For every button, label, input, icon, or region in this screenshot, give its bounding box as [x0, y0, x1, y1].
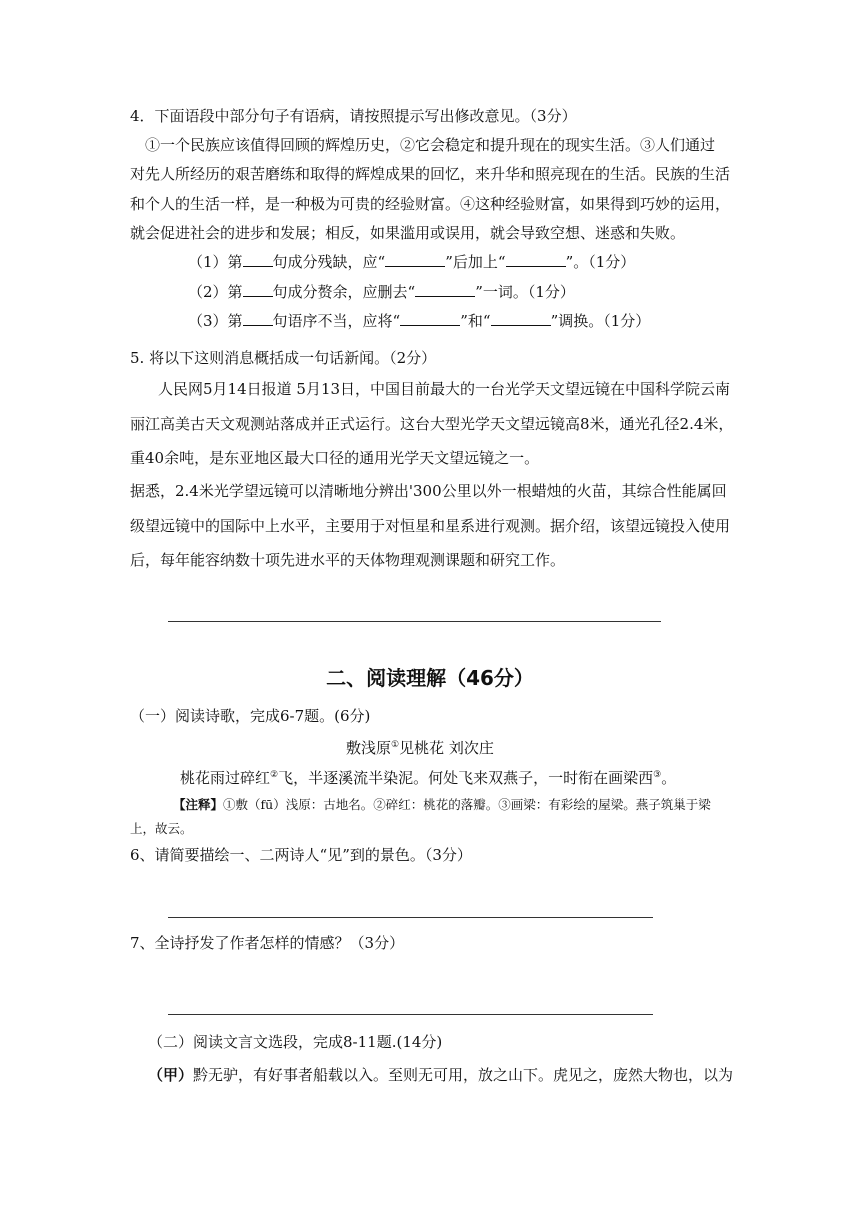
q4-s1-text: ”后加上“ — [445, 253, 506, 271]
poem-title-author: 见桃花 刘次庄 — [399, 739, 494, 757]
poem-title — [346, 735, 494, 758]
classical-intro: （二）阅读文言文选段，完成8-11题.(14分) — [148, 1033, 443, 1051]
q4-paragraph-line: ①一个民族应该值得回顾的辉煌历史，②它会稳定和提升现在的现实生活。③人们通过 — [145, 136, 716, 154]
poem-note-line — [173, 795, 711, 815]
poem-title-text: 敷浅原 — [346, 739, 392, 757]
q4-s3-text: ”和“ — [460, 312, 491, 330]
q6-stem: 6、请简要描绘一、二两诗人“见”到的景色。（3分） — [130, 846, 472, 864]
passage-label: （甲） — [148, 1066, 194, 1084]
footnote-mark: ② — [270, 770, 279, 780]
q7-stem: 7、全诗抒发了作者怎样的情感？（3分） — [130, 934, 405, 952]
answer-line[interactable] — [168, 917, 653, 918]
classical-text: 黔无驴，有好事者船载以入。至则无可用，放之山下。虎见之，庞然大物也，以为 — [193, 1066, 734, 1084]
footnote-mark: ① — [391, 740, 400, 750]
q4-s3-text: 句语序不当，应将“ — [272, 312, 401, 330]
answer-line[interactable] — [168, 621, 661, 622]
note-text: ①敷（fū）浅原：古地名。②碎红：桃花的落瓣。③画梁：有彩绘的屋梁。燕子筑巢于梁 — [223, 797, 711, 812]
answer-blank[interactable] — [243, 311, 273, 326]
q4-paragraph-line: 对先人所经历的艰苦磨练和取得的辉煌成果的回忆，来升华和照亮现在的生活。民族的生活 — [130, 165, 731, 183]
answer-blank[interactable] — [415, 282, 475, 297]
section-title: 二、阅读理解（46分） — [326, 666, 534, 690]
poem-note-line: 上，故云。 — [130, 821, 193, 836]
q5-news-line: 级望远镜中的国际中上水平，主要用于对恒星和星系进行观测。据介绍，该望远镜投入使用 — [130, 517, 731, 535]
answer-blank[interactable] — [385, 252, 445, 267]
poem-text: 桃花雨过碎红 — [180, 769, 271, 787]
answer-line[interactable] — [168, 1014, 653, 1015]
q5-news-line: 丽江高美古天文观测站落成并正式运行。这台大型光学天文望远镜高8米，通光孔径2.4米， — [130, 415, 734, 433]
q4-s3-text: ”调换。（1分） — [550, 312, 651, 330]
q4-subquestion-1 — [188, 252, 635, 272]
q5-news-line: 人民网5月14日报道 5月13日，中国目前最大的一台光学天文望远镜在中国科学院云南 — [158, 380, 731, 398]
answer-blank[interactable] — [243, 252, 273, 267]
footnote-mark: ③ — [653, 770, 662, 780]
q4-stem: 4．下面语段中部分句子有语病，请按照提示写出修改意见。（3分） — [130, 107, 577, 125]
note-label: 【注释】 — [173, 797, 224, 812]
poem-text: 飞，半逐溪流半染泥。何处飞来双燕子，一时衔在画梁西 — [278, 769, 654, 787]
q4-s1-text: ”。（1分） — [565, 253, 636, 271]
q4-s2-text: （2）第 — [188, 283, 243, 301]
q4-paragraph-line: 和个人的生活一样，是一种极为可贵的经验财富。④这种经验财富，如果得到巧妙的运用， — [130, 195, 731, 213]
answer-blank[interactable] — [400, 311, 460, 326]
poem-body — [180, 765, 676, 788]
answer-blank[interactable] — [506, 252, 566, 267]
poem-text: 。 — [661, 769, 677, 787]
q4-subquestion-3 — [188, 311, 650, 331]
q5-news-line: 重40余吨，是东亚地区最大口径的通用光学天文望远镜之一。 — [130, 449, 540, 467]
q5-stem: 5. 将以下这则消息概括成一句话新闻。（2分） — [130, 349, 437, 367]
q4-s1-text: 句成分残缺，应“ — [272, 253, 386, 271]
q4-paragraph-line: 就会促进社会的进步和发展；相反，如果滥用或误用，就会导致空想、迷惑和失败。 — [130, 224, 686, 242]
q5-news-line: 据悉，2.4米光学望远镜可以清晰地分辨出'300公里以外一根蜡烛的火苗，其综合性能属回 — [130, 482, 727, 500]
answer-blank[interactable] — [243, 282, 273, 297]
q4-subquestion-2 — [188, 282, 575, 302]
q4-s2-text: 句成分赘余，应删去“ — [272, 283, 416, 301]
answer-blank[interactable] — [491, 311, 551, 326]
q4-s1-text: （1）第 — [188, 253, 243, 271]
poem-intro: （一）阅读诗歌，完成6-7题。(6分) — [130, 707, 371, 725]
q4-s3-text: （3）第 — [188, 312, 243, 330]
q4-s2-text: ”一词。（1分） — [475, 283, 575, 301]
classical-paragraph — [148, 1065, 733, 1085]
q5-news-line: 后，每年能容纳数十项先进水平的天体物理观测课题和研究工作。 — [130, 551, 566, 569]
